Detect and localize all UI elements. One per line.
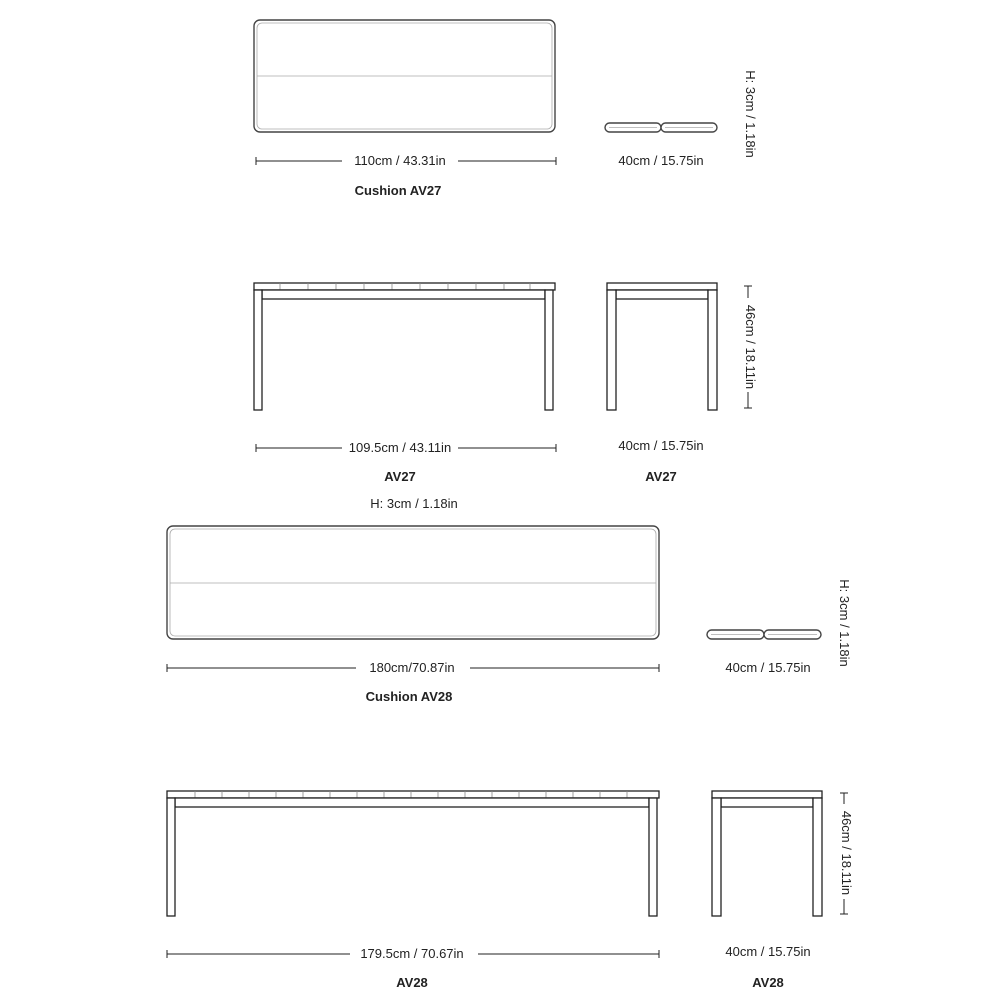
av28-bench-width-label: 179.5cm / 70.67in xyxy=(360,946,464,961)
av28-cushion-height-label: H: 3cm / 1.18in xyxy=(837,579,852,667)
av28-bench-side-view xyxy=(712,791,822,916)
av28-bench-height-dimension xyxy=(839,793,854,914)
av27-cushion-height-label: H: 3cm / 1.18in xyxy=(743,70,758,158)
av27-bench-front-view xyxy=(254,283,555,410)
av28-bench-height-label: 46cm / 18.11in xyxy=(839,810,854,896)
av27-cushion-depth-label: 40cm / 15.75in xyxy=(618,153,704,168)
av27-cushion-title: Cushion AV27 xyxy=(354,183,442,198)
av28-cushion-width-label: 180cm/70.87in xyxy=(369,660,455,675)
av28-cushion-top-view xyxy=(167,526,659,639)
av27-bench-height-dimension xyxy=(743,286,758,408)
av28-bench-depth-label: 40cm / 15.75in xyxy=(725,944,811,959)
av28-cushion-width-dimension xyxy=(167,660,659,675)
av27-bench-depth-label: 40cm / 15.75in xyxy=(618,438,704,453)
av28-cushion-title: Cushion AV28 xyxy=(365,689,453,704)
av28-cushion-depth-label: 40cm / 15.75in xyxy=(725,660,811,675)
av28-bench-side-title: AV28 xyxy=(752,975,784,990)
av27-bench-width-dimension xyxy=(256,440,556,455)
av27-bench-width-label: 109.5cm / 43.11in xyxy=(348,440,452,455)
av27-bench-side-view xyxy=(607,283,717,410)
av27-cushion-width-label: 110cm / 43.31in xyxy=(354,153,446,168)
av28-bench-front-title: AV28 xyxy=(396,975,428,990)
av27-bench-side-title: AV27 xyxy=(645,469,677,484)
av27-cushion-width-dimension xyxy=(256,153,556,168)
av27-cushion-top-view xyxy=(254,20,555,132)
av28-cushion-side-view xyxy=(707,630,821,639)
av28-cushion-height-top-label: H: 3cm / 1.18in xyxy=(370,496,458,511)
av27-cushion-side-view xyxy=(605,123,717,132)
av27-bench-height-label: 46cm / 18.11in xyxy=(743,304,758,390)
av28-bench-front-view xyxy=(167,791,659,916)
av28-bench-width-dimension xyxy=(167,946,659,961)
av27-bench-front-title: AV27 xyxy=(384,469,416,484)
